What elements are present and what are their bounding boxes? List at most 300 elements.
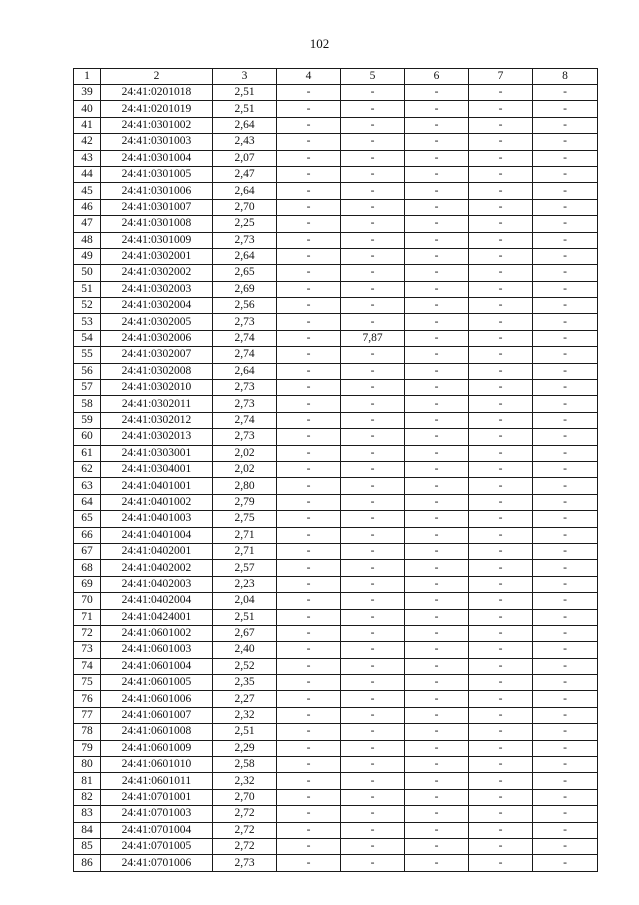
table-cell-col-8: - [533,281,598,297]
table-cell-col-8: - [533,183,598,199]
table-cell-col-3: 2,52 [213,658,277,674]
table-cell-col-4: - [277,150,341,166]
table-cell-col-6: - [405,117,469,133]
table-cell-col-4: - [277,511,341,527]
table-row [74,232,598,248]
table-cell-col-3: 2,51 [213,609,277,625]
table-cell-col-4: - [277,85,341,101]
table-cell-col-6: - [405,134,469,150]
table-cell-col-3: 2,80 [213,478,277,494]
table-cell-col-4: - [277,609,341,625]
table-cell-col-2: 24:41:0302012 [101,412,213,428]
table-row [74,412,598,428]
table-cell-col-8: - [533,855,598,871]
table-cell-col-4: - [277,642,341,658]
table-cell-col-5: - [341,478,405,494]
column-header-2: 2 [101,69,213,85]
table-cell-col-6: - [405,199,469,215]
table-cell-col-7: - [469,609,533,625]
table-cell-col-8: - [533,757,598,773]
table-cell-col-5: - [341,609,405,625]
table-cell-col-8: - [533,527,598,543]
table-cell-col-4: - [277,773,341,789]
table-cell-col-2: 24:41:0401004 [101,527,213,543]
table-cell-col-3: 2,75 [213,511,277,527]
table-cell-col-3: 2,70 [213,199,277,215]
table-cell-col-1: 57 [74,380,101,396]
column-header-3: 3 [213,69,277,85]
table-row [74,183,598,199]
table-cell-col-6: - [405,642,469,658]
table-cell-col-7: - [469,757,533,773]
table-cell-col-5: - [341,101,405,117]
table-cell-col-1: 86 [74,855,101,871]
table-cell-col-8: - [533,101,598,117]
table-cell-col-3: 2,73 [213,314,277,330]
table-cell-col-8: - [533,461,598,477]
table-row [74,117,598,133]
table-cell-col-8: - [533,298,598,314]
table-cell-col-2: 24:41:0201019 [101,101,213,117]
table-cell-col-5: - [341,232,405,248]
table-cell-col-5: - [341,625,405,641]
table-cell-col-2: 24:41:0402003 [101,576,213,592]
table-cell-col-7: - [469,494,533,510]
table-cell-col-5: - [341,412,405,428]
table-cell-col-1: 64 [74,494,101,510]
table-cell-col-4: - [277,429,341,445]
table-cell-col-4: - [277,855,341,871]
table-cell-col-8: - [533,625,598,641]
table-cell-col-8: - [533,511,598,527]
table-cell-col-5: - [341,363,405,379]
table-cell-col-5: - [341,642,405,658]
table-cell-col-2: 24:41:0401003 [101,511,213,527]
table-cell-col-7: - [469,330,533,346]
table-cell-col-4: - [277,199,341,215]
table-cell-col-6: - [405,609,469,625]
table-cell-col-6: - [405,330,469,346]
table-cell-col-7: - [469,527,533,543]
table-cell-col-6: - [405,150,469,166]
table-cell-col-2: 24:41:0302003 [101,281,213,297]
table-cell-col-8: - [533,740,598,756]
table-cell-col-6: - [405,429,469,445]
table-cell-col-3: 2,64 [213,363,277,379]
table-row [74,314,598,330]
table-cell-col-4: - [277,625,341,641]
table-cell-col-4: - [277,330,341,346]
table-cell-col-6: - [405,822,469,838]
table-cell-col-7: - [469,265,533,281]
table-cell-col-2: 24:41:0402004 [101,593,213,609]
table-cell-col-8: - [533,330,598,346]
table-cell-col-8: - [533,134,598,150]
table-cell-col-2: 24:41:0302013 [101,429,213,445]
table-cell-col-3: 2,51 [213,724,277,740]
table-cell-col-1: 50 [74,265,101,281]
table-cell-col-6: - [405,445,469,461]
table-cell-col-6: - [405,380,469,396]
table-cell-col-7: - [469,543,533,559]
table-cell-col-4: - [277,461,341,477]
table-cell-col-8: - [533,789,598,805]
table-cell-col-8: - [533,642,598,658]
table-cell-col-7: - [469,560,533,576]
table-row [74,101,598,117]
table-row [74,134,598,150]
table-cell-col-6: - [405,675,469,691]
table-cell-col-2: 24:41:0601003 [101,642,213,658]
table-cell-col-6: - [405,724,469,740]
table-cell-col-2: 24:41:0301002 [101,117,213,133]
table-cell-col-1: 45 [74,183,101,199]
table-row [74,199,598,215]
table-cell-col-5: - [341,445,405,461]
table-cell-col-7: - [469,85,533,101]
table-cell-col-4: - [277,101,341,117]
table-cell-col-2: 24:41:0302002 [101,265,213,281]
table-cell-col-7: - [469,724,533,740]
table-cell-col-5: - [341,183,405,199]
table-cell-col-4: - [277,216,341,232]
table-cell-col-2: 24:41:0601011 [101,773,213,789]
table-row [74,248,598,264]
table-cell-col-4: - [277,166,341,182]
column-header-5: 5 [341,69,405,85]
table-cell-col-2: 24:41:0401002 [101,494,213,510]
table-row [74,543,598,559]
table-cell-col-8: - [533,363,598,379]
table-row [74,707,598,723]
table-cell-col-8: - [533,691,598,707]
table-cell-col-6: - [405,773,469,789]
table-cell-col-5: - [341,117,405,133]
table-cell-col-7: - [469,248,533,264]
table-row [74,576,598,592]
table-cell-col-3: 2,65 [213,265,277,281]
table-cell-col-4: - [277,248,341,264]
table-cell-col-8: - [533,199,598,215]
table-cell-col-6: - [405,511,469,527]
table-cell-col-3: 2,73 [213,855,277,871]
table-cell-col-1: 52 [74,298,101,314]
table-cell-col-5: - [341,527,405,543]
table-cell-col-5: - [341,789,405,805]
table-cell-col-4: - [277,543,341,559]
table-cell-col-6: - [405,298,469,314]
table-cell-col-5: - [341,675,405,691]
table-cell-col-8: - [533,658,598,674]
table-cell-col-6: - [405,363,469,379]
table-cell-col-6: - [405,347,469,363]
table-cell-col-7: - [469,855,533,871]
table-cell-col-7: - [469,396,533,412]
table-cell-col-5: - [341,691,405,707]
table-cell-col-1: 77 [74,707,101,723]
table-cell-col-6: - [405,85,469,101]
table-cell-col-3: 2,04 [213,593,277,609]
table-cell-col-2: 24:41:0701001 [101,789,213,805]
table-cell-col-4: - [277,363,341,379]
table-cell-col-8: - [533,117,598,133]
table-cell-col-2: 24:41:0601010 [101,757,213,773]
table-cell-col-2: 24:41:0401001 [101,478,213,494]
column-header-1: 1 [74,69,101,85]
table-cell-col-8: - [533,150,598,166]
table-cell-col-8: - [533,166,598,182]
table-cell-col-3: 2,07 [213,150,277,166]
table-cell-col-4: - [277,757,341,773]
table-cell-col-7: - [469,199,533,215]
table-row [74,740,598,756]
table-cell-col-2: 24:41:0302010 [101,380,213,396]
table-cell-col-1: 43 [74,150,101,166]
table-cell-col-2: 24:41:0301009 [101,232,213,248]
data-table [73,68,598,872]
table-row [74,265,598,281]
table-row [74,806,598,822]
table-cell-col-7: - [469,429,533,445]
table-cell-col-5: - [341,511,405,527]
table-cell-col-5: - [341,199,405,215]
table-cell-col-4: - [277,822,341,838]
table-cell-col-5: - [341,806,405,822]
table-cell-col-6: - [405,232,469,248]
table-cell-col-4: - [277,675,341,691]
table-cell-col-2: 24:41:0201018 [101,85,213,101]
table-cell-col-7: - [469,183,533,199]
table-cell-col-8: - [533,773,598,789]
table-cell-col-1: 47 [74,216,101,232]
table-cell-col-3: 2,64 [213,248,277,264]
table-cell-col-8: - [533,232,598,248]
table-cell-col-4: - [277,740,341,756]
table-cell-col-3: 2,71 [213,527,277,543]
table-row [74,724,598,740]
table-cell-col-7: - [469,576,533,592]
table-cell-col-3: 2,02 [213,445,277,461]
table-cell-col-8: - [533,380,598,396]
table-cell-col-7: - [469,101,533,117]
table-cell-col-8: - [533,675,598,691]
table-cell-col-4: - [277,806,341,822]
table-cell-col-7: - [469,363,533,379]
table-cell-col-5: - [341,593,405,609]
table-cell-col-7: - [469,691,533,707]
table-cell-col-7: - [469,216,533,232]
table-cell-col-1: 78 [74,724,101,740]
table-cell-col-1: 85 [74,838,101,854]
table-cell-col-1: 67 [74,543,101,559]
table-cell-col-7: - [469,461,533,477]
table-cell-col-1: 58 [74,396,101,412]
table-cell-col-8: - [533,838,598,854]
table-cell-col-6: - [405,101,469,117]
table-cell-col-5: - [341,347,405,363]
table-cell-col-4: - [277,314,341,330]
table-cell-col-5: - [341,658,405,674]
table-cell-col-8: - [533,478,598,494]
table-cell-col-6: - [405,265,469,281]
table-cell-col-7: - [469,593,533,609]
table-cell-col-4: - [277,724,341,740]
table-cell-col-1: 66 [74,527,101,543]
table-cell-col-1: 82 [74,789,101,805]
table-cell-col-3: 2,71 [213,543,277,559]
table-row [74,642,598,658]
table-cell-col-4: - [277,494,341,510]
table-cell-col-7: - [469,642,533,658]
table-row [74,838,598,854]
table-cell-col-3: 2,74 [213,347,277,363]
table-cell-col-1: 75 [74,675,101,691]
table-cell-col-7: - [469,412,533,428]
table-cell-col-3: 2,02 [213,461,277,477]
table-cell-col-6: - [405,494,469,510]
table-cell-col-6: - [405,855,469,871]
table-cell-col-1: 42 [74,134,101,150]
table-cell-col-7: - [469,675,533,691]
table-cell-col-3: 2,72 [213,838,277,854]
table-cell-col-2: 24:41:0601005 [101,675,213,691]
table-row [74,789,598,805]
table-cell-col-1: 72 [74,625,101,641]
table-cell-col-6: - [405,560,469,576]
table-row [74,773,598,789]
table-cell-col-6: - [405,740,469,756]
table-cell-col-1: 73 [74,642,101,658]
table-cell-col-7: - [469,740,533,756]
table-cell-col-4: - [277,134,341,150]
table-cell-col-2: 24:41:0301008 [101,216,213,232]
table-cell-col-1: 48 [74,232,101,248]
table-cell-col-3: 2,23 [213,576,277,592]
table-cell-col-2: 24:41:0301005 [101,166,213,182]
table-cell-col-2: 24:41:0302004 [101,298,213,314]
table-cell-col-4: - [277,593,341,609]
table-cell-col-3: 2,35 [213,675,277,691]
table-cell-col-2: 24:41:0301003 [101,134,213,150]
table-row [74,216,598,232]
table-row [74,691,598,707]
table-cell-col-5: - [341,838,405,854]
table-cell-col-5: - [341,576,405,592]
table-cell-col-2: 24:41:0701006 [101,855,213,871]
table-cell-col-1: 76 [74,691,101,707]
table-cell-col-4: - [277,281,341,297]
table-cell-col-6: - [405,183,469,199]
table-cell-col-7: - [469,134,533,150]
table-cell-col-3: 2,70 [213,789,277,805]
table-cell-col-6: - [405,707,469,723]
table-cell-col-2: 24:41:0302006 [101,330,213,346]
table-cell-col-2: 24:41:0424001 [101,609,213,625]
table-cell-col-8: - [533,396,598,412]
table-row [74,445,598,461]
table-cell-col-7: - [469,707,533,723]
table-row [74,396,598,412]
table-cell-col-8: - [533,724,598,740]
table-cell-col-1: 59 [74,412,101,428]
table-cell-col-2: 24:41:0701003 [101,806,213,822]
table-cell-col-4: - [277,265,341,281]
table-cell-col-6: - [405,216,469,232]
table-cell-col-2: 24:41:0402001 [101,543,213,559]
table-cell-col-5: - [341,461,405,477]
table-cell-col-4: - [277,232,341,248]
table-cell-col-3: 2,74 [213,330,277,346]
table-row [74,298,598,314]
table-cell-col-2: 24:41:0402002 [101,560,213,576]
table-cell-col-5: - [341,265,405,281]
table-cell-col-7: - [469,822,533,838]
table-cell-col-2: 24:41:0301007 [101,199,213,215]
table-cell-col-2: 24:41:0601006 [101,691,213,707]
table-cell-col-2: 24:41:0701004 [101,822,213,838]
table-cell-col-5: - [341,85,405,101]
table-row [74,855,598,871]
table-cell-col-1: 44 [74,166,101,182]
table-cell-col-2: 24:41:0304001 [101,461,213,477]
table-cell-col-4: - [277,183,341,199]
table-cell-col-3: 2,73 [213,232,277,248]
table-row [74,85,598,101]
table-cell-col-4: - [277,380,341,396]
table-cell-col-4: - [277,838,341,854]
table-cell-col-8: - [533,265,598,281]
table-cell-col-4: - [277,117,341,133]
table-cell-col-2: 24:41:0303001 [101,445,213,461]
table-cell-col-1: 51 [74,281,101,297]
table-cell-col-7: - [469,625,533,641]
table-row [74,560,598,576]
table-cell-col-8: - [533,216,598,232]
table-cell-col-3: 2,73 [213,396,277,412]
table-cell-col-1: 62 [74,461,101,477]
table-cell-col-1: 40 [74,101,101,117]
table-cell-col-1: 81 [74,773,101,789]
table-cell-col-7: - [469,658,533,674]
table-cell-col-5: - [341,707,405,723]
table-cell-col-2: 24:41:0601004 [101,658,213,674]
table-cell-col-2: 24:41:0601007 [101,707,213,723]
table-cell-col-4: - [277,658,341,674]
table-cell-col-5: - [341,150,405,166]
table-row [74,347,598,363]
table-cell-col-5: - [341,724,405,740]
table-cell-col-1: 55 [74,347,101,363]
table-cell-col-3: 2,72 [213,806,277,822]
table-cell-col-4: - [277,445,341,461]
table-cell-col-7: - [469,281,533,297]
table-cell-col-2: 24:41:0302005 [101,314,213,330]
table-cell-col-6: - [405,314,469,330]
column-header-4: 4 [277,69,341,85]
table-cell-col-3: 2,73 [213,429,277,445]
table-row [74,511,598,527]
table-row [74,429,598,445]
table-cell-col-8: - [533,412,598,428]
table-cell-col-4: - [277,478,341,494]
table-cell-col-5: - [341,134,405,150]
table-row [74,527,598,543]
table-cell-col-1: 74 [74,658,101,674]
table-cell-col-1: 61 [74,445,101,461]
table-row [74,675,598,691]
table-cell-col-1: 56 [74,363,101,379]
table-cell-col-1: 80 [74,757,101,773]
